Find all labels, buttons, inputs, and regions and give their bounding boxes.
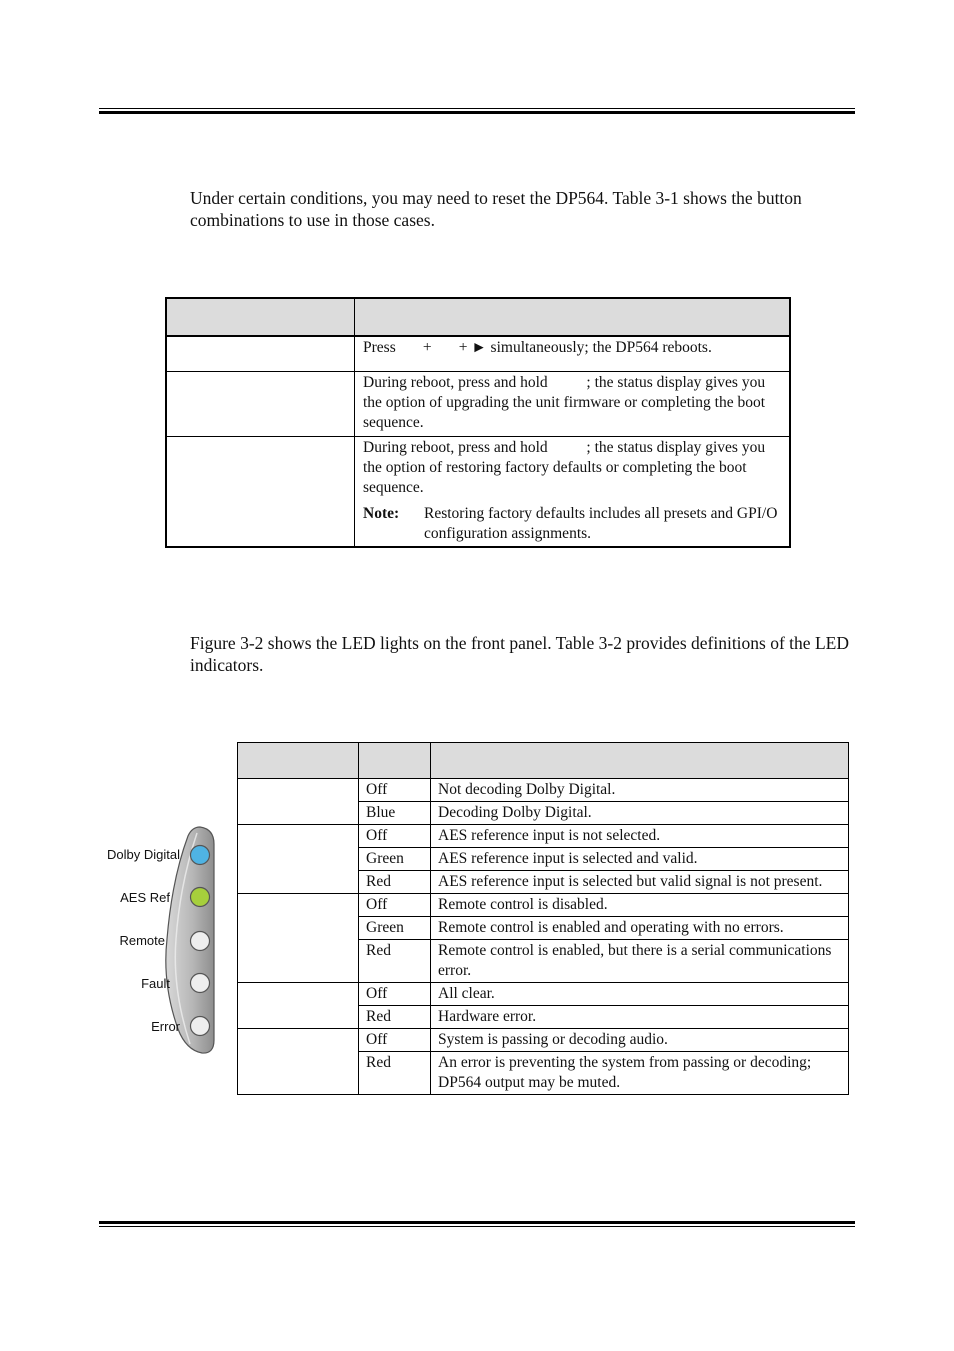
table-row [238,983,849,1006]
reset-table [165,297,791,548]
led-label-remote: Remote [119,933,165,948]
led-state: Red [359,1006,431,1029]
table-row [166,336,790,371]
note [363,504,781,544]
led-panel-figure [100,824,220,1056]
led-state: Off [359,983,431,1006]
led-state: Blue [359,802,431,825]
led-meaning: AES reference input is not selected. [431,825,849,848]
table-row [166,436,790,547]
led-state: Off [359,894,431,917]
cell-text: During reboot, press and hold ; the status display gives you the option of restoring factory defaults or completing the boot sequence. [363,438,769,496]
led-meaning: Decoding Dolby Digital. [431,802,849,825]
led-error [191,1017,210,1036]
table-cell [355,436,791,547]
led-label-aes-ref: AES Ref [120,890,170,905]
led-state: Off [359,779,431,802]
led-state: Red [359,1052,431,1095]
led-meaning: AES reference input is selected and valid. [431,848,849,871]
table-row [238,894,849,917]
led-aes-ref [191,888,210,907]
table-row [238,825,849,848]
table-cell: Press + + ► simultaneously; the DP564 reboots. [355,336,791,371]
note-label: Note: [363,504,400,522]
reset-table-header [166,298,790,336]
table-row [238,779,849,802]
led-state: Off [359,825,431,848]
intro-paragraph: Under certain conditions, you may need to reset the DP564. Table 3-1 shows the button combinations to use in those cases. [190,188,802,230]
led-state: Red [359,871,431,894]
header-rule [99,108,855,114]
table-row [238,1029,849,1052]
footer-rule [99,1221,855,1227]
note-text: Restoring factory defaults includes all presets and GPI/O configuration assignments. [424,504,778,542]
led-state: Off [359,1029,431,1052]
led-label-dolby-digital: Dolby Digital [107,847,180,862]
led-fault [191,974,210,993]
led-dolby-digital [191,846,210,865]
table-row [166,371,790,436]
led-remote [191,932,210,951]
led-meaning: Remote control is enabled and operating with no errors. [431,917,849,940]
led-meaning: All clear. [431,983,849,1006]
led-meaning: Remote control is enabled, but there is a serial communications error. [431,940,849,983]
led-label-error: Error [151,1019,180,1034]
led-meaning: AES reference input is selected but valid signal is not present. [431,871,849,894]
led-table [237,742,849,1095]
led-label-fault: Fault [141,976,170,991]
led-meaning: An error is preventing the system from passing or decoding; DP564 output may be muted. [431,1052,849,1095]
led-meaning: System is passing or decoding audio. [431,1029,849,1052]
led-state: Green [359,848,431,871]
led-meaning: Hardware error. [431,1006,849,1029]
led-state: Green [359,917,431,940]
led-meaning: Not decoding Dolby Digital. [431,779,849,802]
led-intro-paragraph: Figure 3-2 shows the LED lights on the front panel. Table 3-2 provides definitions of the LED indicators. [190,633,849,675]
led-state: Red [359,940,431,983]
led-lights [100,824,220,1056]
led-meaning: Remote control is disabled. [431,894,849,917]
led-table-header [238,743,849,779]
table-cell: During reboot, press and hold ; the status display gives you the option of upgrading the unit firmware or completing the boot sequence. [355,371,791,436]
